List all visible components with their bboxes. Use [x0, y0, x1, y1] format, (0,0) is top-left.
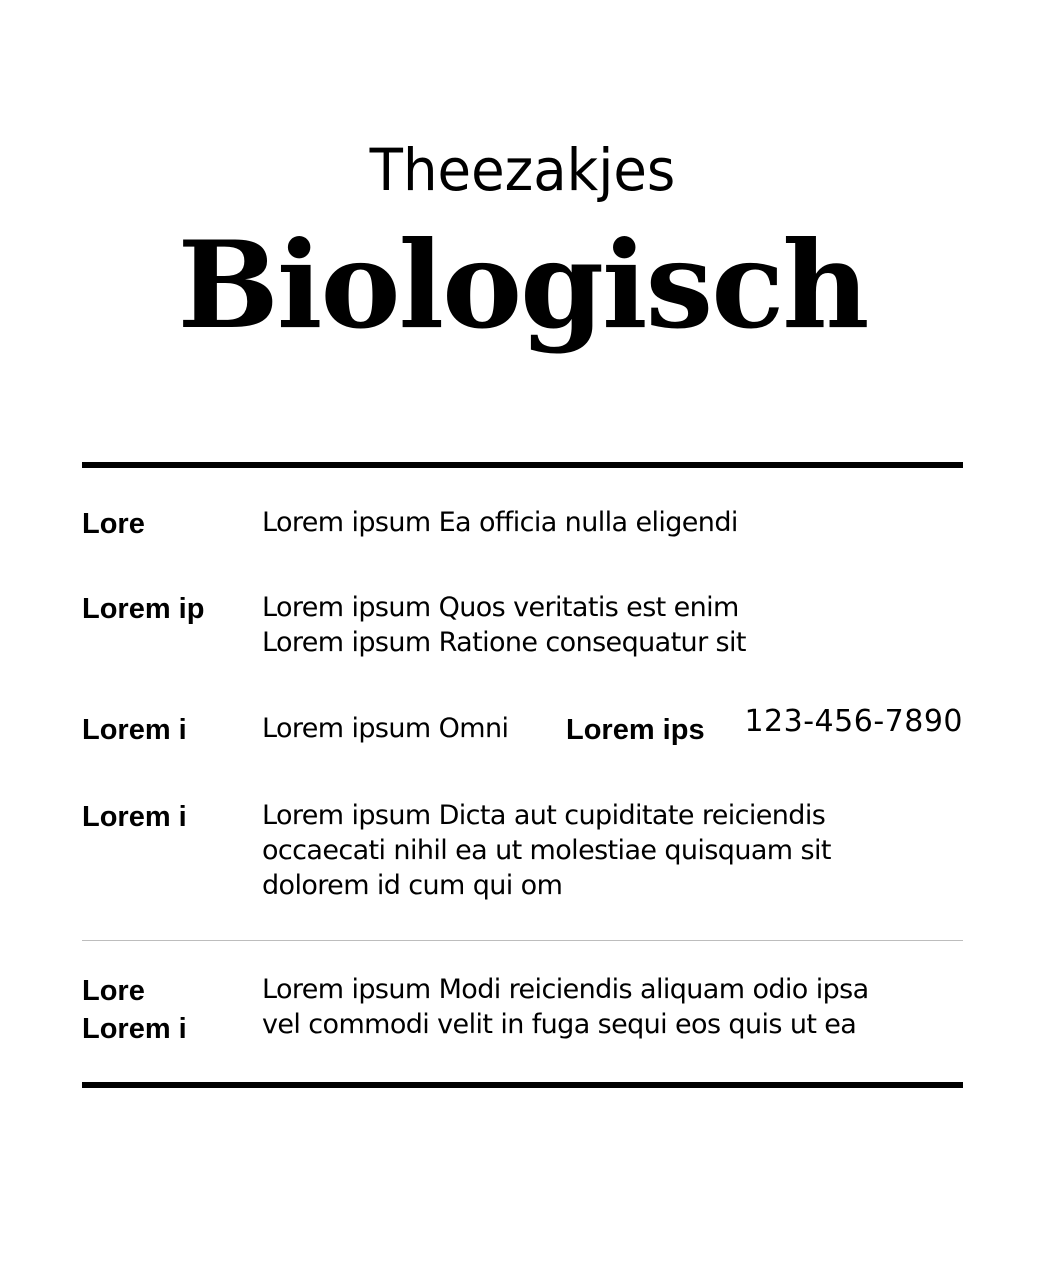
- phone-number: 123-456-7890: [744, 704, 963, 739]
- row-value-line: Lorem ipsum Omni: [262, 713, 509, 744]
- page-title: Biologisch: [177, 215, 868, 356]
- row-value: [262, 590, 746, 660]
- footer-label: Lore: [82, 975, 145, 1007]
- row-label: Lorem ip: [82, 593, 205, 625]
- row-value: [262, 711, 508, 746]
- header: [0, 130, 1045, 356]
- top-divider: [82, 462, 963, 468]
- row-value-line: Lorem ipsum Ratione consequatur sit: [262, 627, 746, 658]
- row-value-line: Lorem ipsum Ea officia nulla eligendi: [262, 507, 738, 538]
- bottom-divider: [82, 1082, 963, 1088]
- row-value-line: dolorem id cum qui om: [262, 870, 563, 901]
- footer-label: Lorem i: [82, 1013, 187, 1045]
- row-value: [262, 798, 831, 903]
- subtitle: Theezakjes: [369, 136, 676, 204]
- row-label: Lorem i: [82, 714, 187, 746]
- row-value-line: Lorem ipsum Quos veritatis est enim: [262, 592, 739, 623]
- row-value-line: Lorem ipsum Dicta aut cupiditate reiciendis: [262, 800, 826, 831]
- footer-value: [262, 972, 869, 1042]
- footer-labels: [82, 972, 187, 1048]
- row-value: [262, 505, 738, 540]
- row-label: Lore: [82, 508, 145, 540]
- footer-value-line: Lorem ipsum Modi reiciendis aliquam odio ipsa: [262, 974, 869, 1005]
- row-value-line: occaecati nihil ea ut molestiae quisquam sit: [262, 835, 831, 866]
- footer-value-line: vel commodi velit in fuga sequi eos quis ut ea: [262, 1009, 857, 1040]
- section-divider: [82, 940, 963, 941]
- row-label: Lorem i: [82, 801, 187, 833]
- phone-label: Lorem ips: [566, 714, 705, 746]
